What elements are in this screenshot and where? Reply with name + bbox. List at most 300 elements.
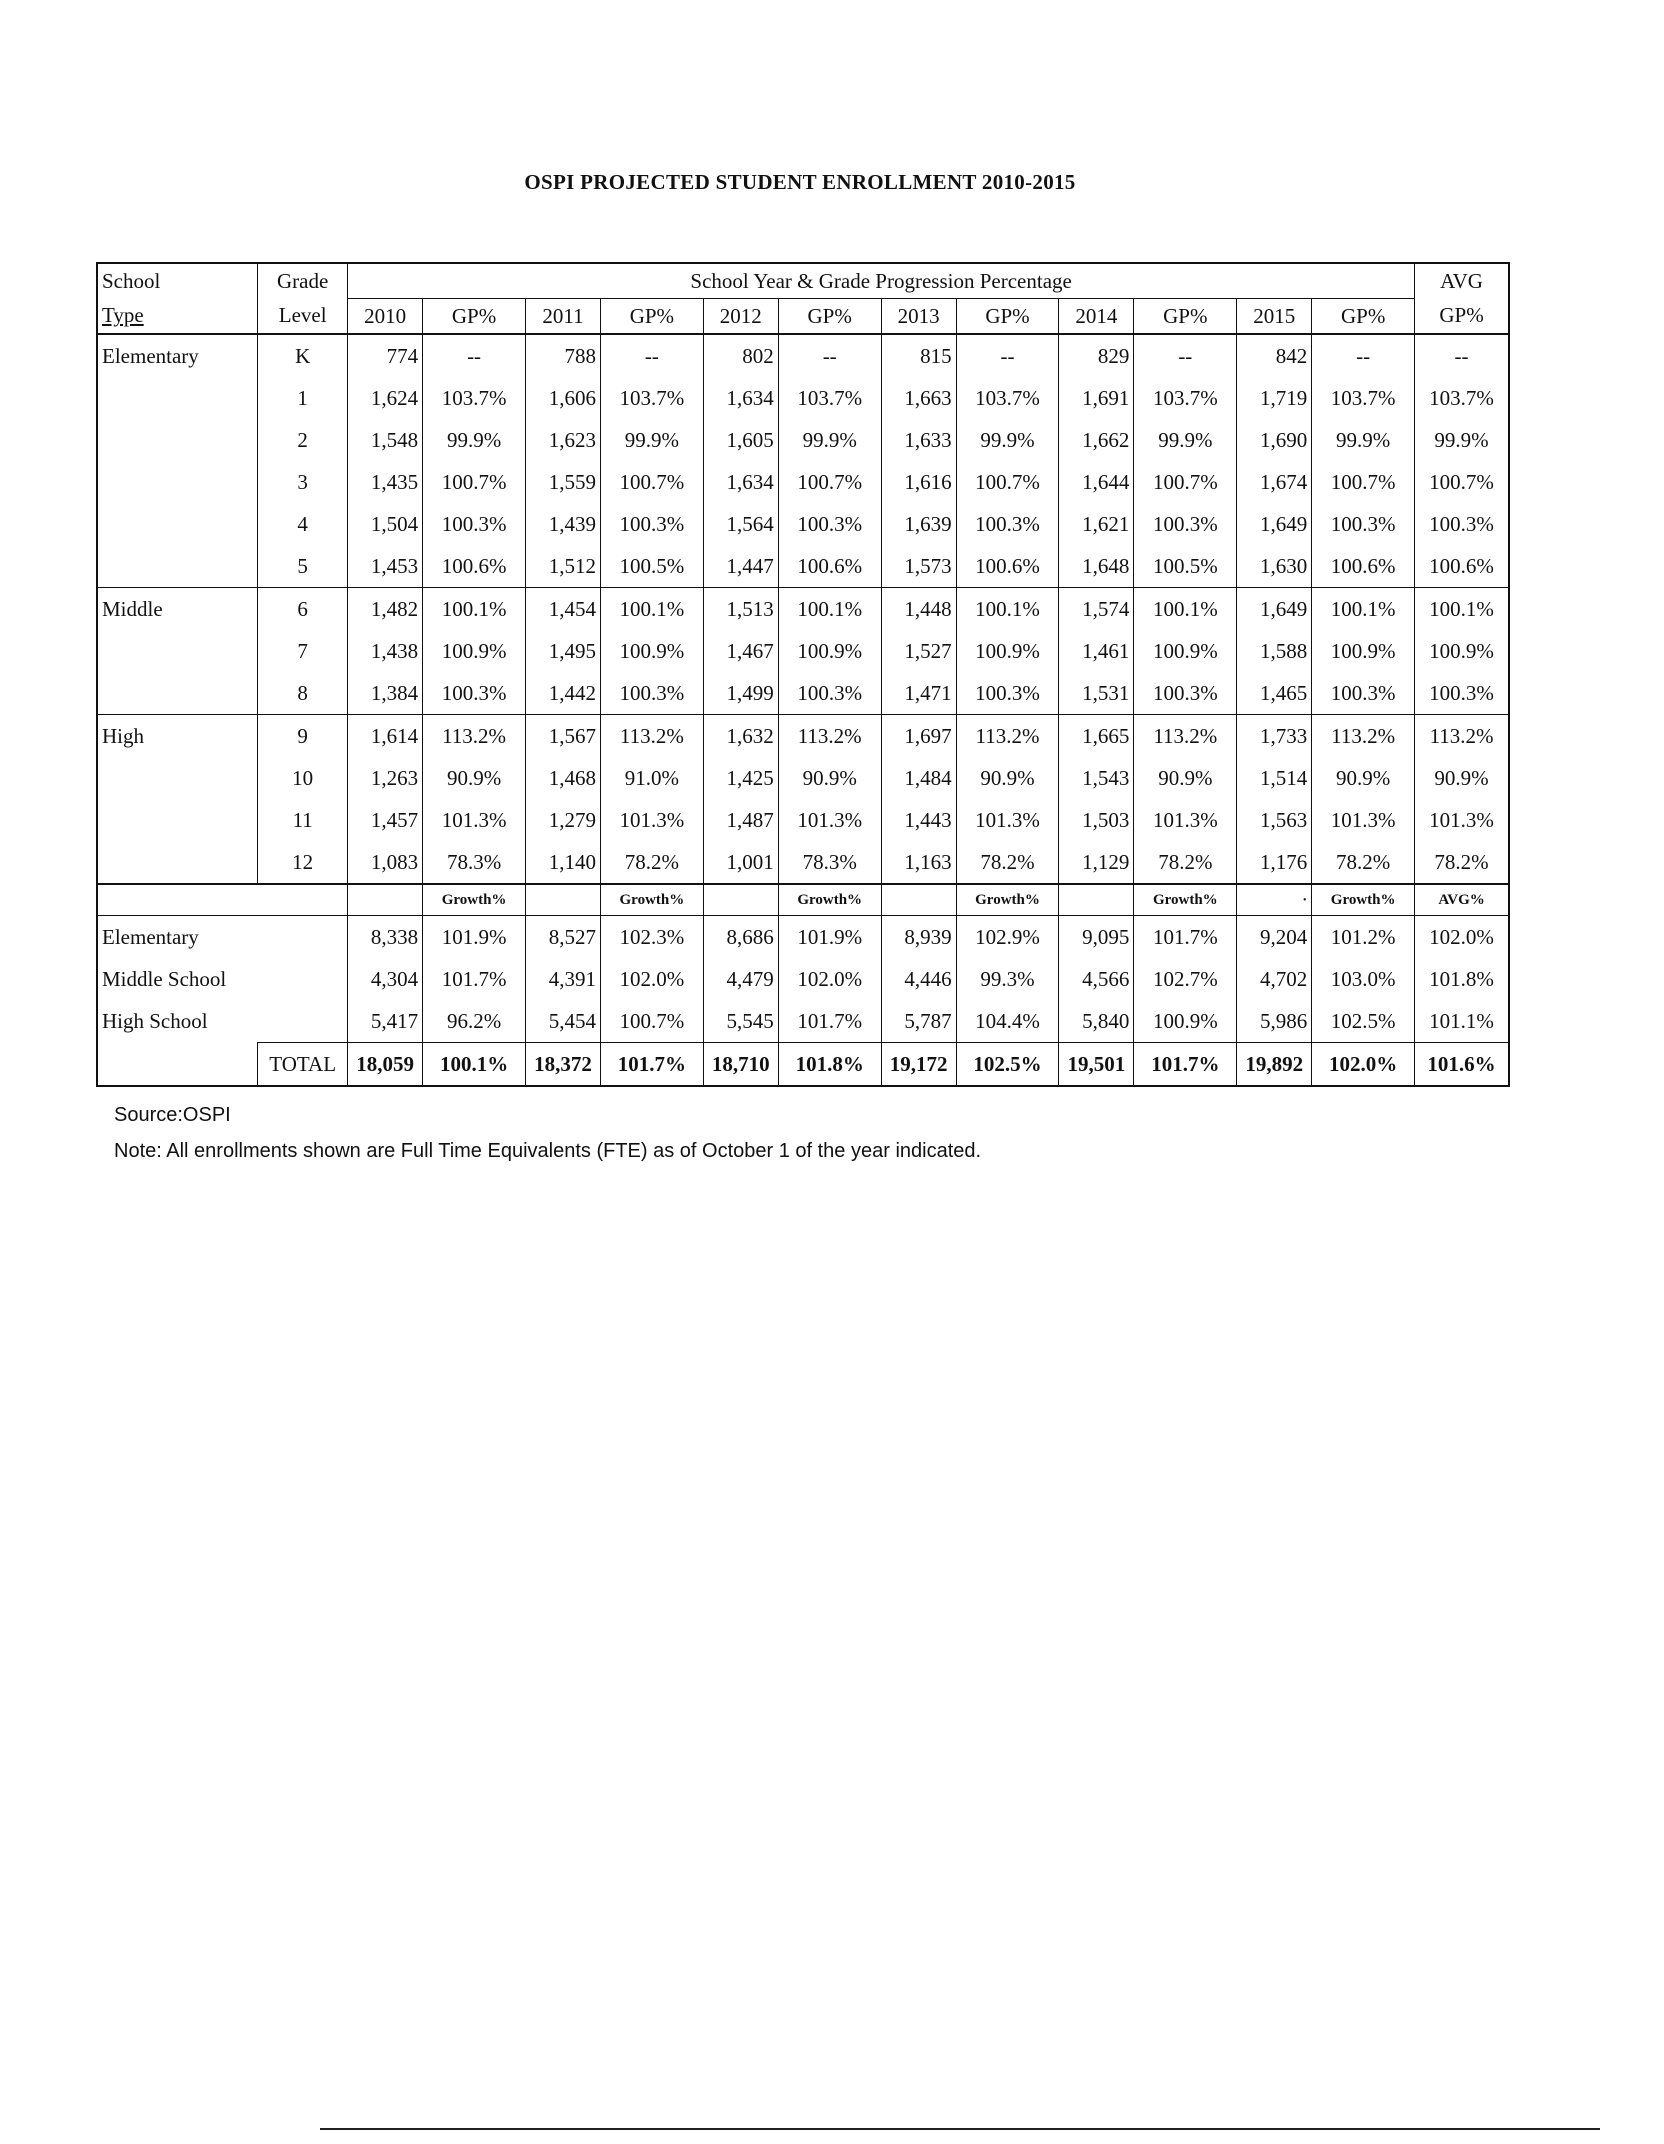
grade-level-header: Grade <box>258 263 348 299</box>
enrollment-cell: 1,632 <box>703 715 778 758</box>
enrollment-cell: 1,559 <box>525 461 600 503</box>
gp-cell: 99.9% <box>956 419 1059 461</box>
school-type-cell <box>97 503 258 545</box>
enrollment-cell: 1,176 <box>1237 841 1312 884</box>
enrollment-cell: 1,279 <box>525 799 600 841</box>
summary-header-blank <box>97 884 258 916</box>
grade-row <box>97 334 1509 377</box>
source-note: Source:OSPI <box>114 1104 231 1126</box>
enrollment-cell: 1,733 <box>1237 715 1312 758</box>
summary-header-blank <box>881 884 956 916</box>
enrollment-cell: 788 <box>525 334 600 377</box>
gp-cell: 91.0% <box>600 757 703 799</box>
school-type-header: School <box>97 263 258 299</box>
gp-cell: 78.2% <box>1312 841 1415 884</box>
gp-header: GP% <box>1312 299 1415 335</box>
total-avg-cell: 101.6% <box>1415 1043 1509 1087</box>
enrollment-cell: 774 <box>348 334 423 377</box>
enrollment-cell: 1,644 <box>1059 461 1134 503</box>
growth-cell: 102.5% <box>1312 1000 1415 1043</box>
grade-row <box>97 799 1509 841</box>
summary-total-cell: 4,446 <box>881 958 956 1000</box>
enrollment-cell: 1,634 <box>703 377 778 419</box>
enrollment-cell: 1,465 <box>1237 672 1312 715</box>
gp-cell: 100.6% <box>1312 545 1415 588</box>
gp-cell: 101.3% <box>600 799 703 841</box>
enrollment-cell: 1,163 <box>881 841 956 884</box>
enrollment-cell: 815 <box>881 334 956 377</box>
gp-cell: 100.3% <box>1312 503 1415 545</box>
grade-cell: 7 <box>258 630 348 672</box>
grade-row <box>97 757 1509 799</box>
grade-row <box>97 461 1509 503</box>
avg-percent-header: AVG% <box>1415 884 1509 916</box>
enrollment-cell: 1,697 <box>881 715 956 758</box>
gp-cell: 100.3% <box>1134 503 1237 545</box>
growth-cell: 102.0% <box>778 958 881 1000</box>
gp-cell: 100.9% <box>1312 630 1415 672</box>
enrollment-cell: 1,633 <box>881 419 956 461</box>
gp-cell: 103.7% <box>1312 377 1415 419</box>
growth-cell: 104.4% <box>956 1000 1059 1043</box>
year-header: 2011 <box>525 299 600 335</box>
enrollment-cell: 1,639 <box>881 503 956 545</box>
enrollment-cell: 1,663 <box>881 377 956 419</box>
gp-cell: 100.7% <box>600 461 703 503</box>
enrollment-cell: 1,467 <box>703 630 778 672</box>
total-row <box>97 1043 1509 1087</box>
school-type-cell <box>97 545 258 588</box>
gp-cell: 100.3% <box>956 503 1059 545</box>
summary-total-cell: 8,939 <box>881 916 956 959</box>
enrollment-cell: 1,482 <box>348 588 423 631</box>
school-type-cell <box>97 377 258 419</box>
gp-cell: 100.1% <box>600 588 703 631</box>
grade-cell: K <box>258 334 348 377</box>
gp-cell: 99.9% <box>423 419 526 461</box>
growth-cell: 102.0% <box>600 958 703 1000</box>
growth-header: Growth% <box>423 884 526 916</box>
gp-cell: 100.1% <box>956 588 1059 631</box>
enrollment-cell: 1,621 <box>1059 503 1134 545</box>
enrollment-cell: 1,448 <box>881 588 956 631</box>
enrollment-table <box>96 262 1510 1087</box>
summary-row <box>97 958 1509 1000</box>
enrollment-cell: 1,527 <box>881 630 956 672</box>
gp-cell: 100.9% <box>600 630 703 672</box>
summary-header-dot: · <box>1237 884 1312 916</box>
enrollment-cell: 1,662 <box>1059 419 1134 461</box>
avg-gp-cell: 78.2% <box>1415 841 1509 884</box>
gp-cell: -- <box>423 334 526 377</box>
fte-note: Note: All enrollments shown are Full Time Equivalents (FTE) as of October 1 of the year indicated. <box>114 1140 982 1162</box>
gp-cell: 100.3% <box>1312 672 1415 715</box>
gp-header: GP% <box>423 299 526 335</box>
total-blank-cell <box>97 1043 258 1087</box>
enrollment-cell: 1,442 <box>525 672 600 715</box>
gp-cell: -- <box>600 334 703 377</box>
growth-cell: 100.7% <box>600 1000 703 1043</box>
summary-type-cell: Elementary <box>97 916 258 959</box>
gp-cell: -- <box>1312 334 1415 377</box>
enrollment-cell: 1,614 <box>348 715 423 758</box>
grade-row <box>97 841 1509 884</box>
school-type-cell <box>97 419 258 461</box>
enrollment-cell: 1,083 <box>348 841 423 884</box>
gp-cell: 101.3% <box>956 799 1059 841</box>
summary-total-cell: 5,417 <box>348 1000 423 1043</box>
grade-row <box>97 503 1509 545</box>
school-type-header-2: Type <box>97 299 258 335</box>
summary-total-cell: 5,545 <box>703 1000 778 1043</box>
growth-header: Growth% <box>1134 884 1237 916</box>
gp-cell: 100.3% <box>423 672 526 715</box>
enrollment-cell: 1,468 <box>525 757 600 799</box>
enrollment-cell: 1,567 <box>525 715 600 758</box>
growth-cell: 99.3% <box>956 958 1059 1000</box>
enrollment-cell: 829 <box>1059 334 1134 377</box>
gp-cell: 103.7% <box>778 377 881 419</box>
enrollment-cell: 1,484 <box>881 757 956 799</box>
gp-cell: 100.1% <box>423 588 526 631</box>
gp-cell: 113.2% <box>956 715 1059 758</box>
gp-cell: 100.3% <box>1134 672 1237 715</box>
year-header: 2014 <box>1059 299 1134 335</box>
gp-cell: 99.9% <box>1312 419 1415 461</box>
enrollment-cell: 842 <box>1237 334 1312 377</box>
gp-cell: -- <box>1134 334 1237 377</box>
enrollment-cell: 1,690 <box>1237 419 1312 461</box>
gp-cell: 78.2% <box>600 841 703 884</box>
enrollment-cell: 1,425 <box>703 757 778 799</box>
gp-cell: 78.3% <box>423 841 526 884</box>
summary-header-blank <box>258 884 348 916</box>
growth-cell: 101.2% <box>1312 916 1415 959</box>
enrollment-cell: 1,606 <box>525 377 600 419</box>
enrollment-cell: 1,263 <box>348 757 423 799</box>
avg-gp-cell: 103.7% <box>1415 377 1509 419</box>
growth-header: Growth% <box>956 884 1059 916</box>
total-growth-cell: 101.7% <box>600 1043 703 1087</box>
enrollment-cell: 1,564 <box>703 503 778 545</box>
grade-rows <box>97 334 1509 884</box>
gp-cell: 100.9% <box>778 630 881 672</box>
gp-cell: 100.1% <box>778 588 881 631</box>
enrollment-cell: 1,588 <box>1237 630 1312 672</box>
summary-rows <box>97 884 1509 1086</box>
total-label: TOTAL <box>258 1043 348 1087</box>
gp-cell: 113.2% <box>1134 715 1237 758</box>
school-type-cell <box>97 841 258 884</box>
enrollment-cell: 1,543 <box>1059 757 1134 799</box>
summary-header-blank <box>348 884 423 916</box>
summary-type-cell: Middle School <box>97 958 258 1000</box>
total-growth-cell: 101.7% <box>1134 1043 1237 1087</box>
avg-gp-cell: 100.7% <box>1415 461 1509 503</box>
avg-gp-cell: 113.2% <box>1415 715 1509 758</box>
avg-gp-cell: -- <box>1415 334 1509 377</box>
enrollment-cell: 1,001 <box>703 841 778 884</box>
grade-cell: 4 <box>258 503 348 545</box>
summary-total-cell: 5,986 <box>1237 1000 1312 1043</box>
enrollment-cell: 1,648 <box>1059 545 1134 588</box>
grade-cell: 6 <box>258 588 348 631</box>
enrollment-cell: 1,616 <box>881 461 956 503</box>
gp-cell: 100.9% <box>423 630 526 672</box>
gp-header: GP% <box>778 299 881 335</box>
gp-cell: 100.6% <box>956 545 1059 588</box>
total-enrollment-cell: 19,501 <box>1059 1043 1134 1087</box>
summary-total-cell: 5,840 <box>1059 1000 1134 1043</box>
group-title: School Year & Grade Progression Percentage <box>348 263 1415 299</box>
total-growth-cell: 102.0% <box>1312 1043 1415 1087</box>
enrollment-cell: 1,454 <box>525 588 600 631</box>
enrollment-cell: 802 <box>703 334 778 377</box>
gp-cell: 100.7% <box>778 461 881 503</box>
gp-cell: 100.6% <box>778 545 881 588</box>
avg-gp-cell: 90.9% <box>1415 757 1509 799</box>
gp-cell: 101.3% <box>423 799 526 841</box>
grade-row <box>97 715 1509 758</box>
growth-cell: 101.7% <box>1134 916 1237 959</box>
enrollment-cell: 1,634 <box>703 461 778 503</box>
avg-header: AVG <box>1415 263 1509 299</box>
gp-header: GP% <box>600 299 703 335</box>
year-header: 2012 <box>703 299 778 335</box>
enrollment-cell: 1,443 <box>881 799 956 841</box>
grade-cell: 5 <box>258 545 348 588</box>
summary-blank-cell <box>258 1000 348 1043</box>
enrollment-cell: 1,504 <box>348 503 423 545</box>
avg-gp-cell: 100.3% <box>1415 503 1509 545</box>
summary-row <box>97 1000 1509 1043</box>
gp-cell: 100.3% <box>423 503 526 545</box>
avg-gp-cell: 100.9% <box>1415 630 1509 672</box>
summary-total-cell: 4,702 <box>1237 958 1312 1000</box>
gp-cell: 90.9% <box>1134 757 1237 799</box>
enrollment-cell: 1,384 <box>348 672 423 715</box>
gp-header: GP% <box>1134 299 1237 335</box>
school-type-cell <box>97 461 258 503</box>
gp-cell: 100.1% <box>1134 588 1237 631</box>
summary-total-cell: 5,787 <box>881 1000 956 1043</box>
summary-header-blank <box>703 884 778 916</box>
gp-cell: 100.5% <box>1134 545 1237 588</box>
growth-cell: 103.0% <box>1312 958 1415 1000</box>
summary-avg-cell: 101.8% <box>1415 958 1509 1000</box>
school-type-cell: Middle <box>97 588 258 631</box>
gp-cell: 100.5% <box>600 545 703 588</box>
enrollment-cell: 1,140 <box>525 841 600 884</box>
school-type-cell <box>97 672 258 715</box>
enrollment-cell: 1,438 <box>348 630 423 672</box>
gp-cell: 100.7% <box>956 461 1059 503</box>
enrollment-cell: 1,573 <box>881 545 956 588</box>
total-growth-cell: 102.5% <box>956 1043 1059 1087</box>
enrollment-cell: 1,487 <box>703 799 778 841</box>
gp-cell: 100.3% <box>600 672 703 715</box>
grade-row <box>97 377 1509 419</box>
total-enrollment-cell: 19,172 <box>881 1043 956 1087</box>
grade-cell: 2 <box>258 419 348 461</box>
growth-cell: 101.9% <box>423 916 526 959</box>
gp-cell: 100.3% <box>778 503 881 545</box>
enrollment-cell: 1,495 <box>525 630 600 672</box>
gp-cell: 99.9% <box>778 419 881 461</box>
grade-cell: 11 <box>258 799 348 841</box>
school-type-cell <box>97 630 258 672</box>
growth-header: Growth% <box>778 884 881 916</box>
avg-gp-cell: 100.3% <box>1415 672 1509 715</box>
enrollment-cell: 1,499 <box>703 672 778 715</box>
school-type-cell: High <box>97 715 258 758</box>
gp-cell: 100.9% <box>956 630 1059 672</box>
gp-cell: 90.9% <box>1312 757 1415 799</box>
footer-rule <box>320 2128 1600 2130</box>
growth-cell: 102.7% <box>1134 958 1237 1000</box>
total-enrollment-cell: 18,710 <box>703 1043 778 1087</box>
summary-blank-cell <box>258 916 348 959</box>
gp-cell: -- <box>778 334 881 377</box>
gp-cell: 78.3% <box>778 841 881 884</box>
gp-cell: 100.6% <box>423 545 526 588</box>
enrollment-cell: 1,503 <box>1059 799 1134 841</box>
summary-avg-cell: 101.1% <box>1415 1000 1509 1043</box>
total-enrollment-cell: 18,372 <box>525 1043 600 1087</box>
enrollment-cell: 1,513 <box>703 588 778 631</box>
gp-cell: 101.3% <box>1312 799 1415 841</box>
enrollment-cell: 1,129 <box>1059 841 1134 884</box>
enrollment-cell: 1,447 <box>703 545 778 588</box>
summary-total-cell: 4,391 <box>525 958 600 1000</box>
enrollment-cell: 1,624 <box>348 377 423 419</box>
school-type-cell <box>97 799 258 841</box>
gp-cell: 99.9% <box>600 419 703 461</box>
grade-cell: 10 <box>258 757 348 799</box>
growth-cell: 101.7% <box>423 958 526 1000</box>
summary-avg-cell: 102.0% <box>1415 916 1509 959</box>
gp-cell: 90.9% <box>778 757 881 799</box>
enrollment-cell: 1,665 <box>1059 715 1134 758</box>
gp-cell: 100.7% <box>423 461 526 503</box>
enrollment-cell: 1,623 <box>525 419 600 461</box>
grade-level-header-2: Level <box>258 299 348 335</box>
avg-gp-cell: 101.3% <box>1415 799 1509 841</box>
grade-cell: 8 <box>258 672 348 715</box>
enrollment-cell: 1,691 <box>1059 377 1134 419</box>
enrollment-cell: 1,649 <box>1237 588 1312 631</box>
gp-cell: 113.2% <box>423 715 526 758</box>
enrollment-cell: 1,563 <box>1237 799 1312 841</box>
enrollment-cell: 1,471 <box>881 672 956 715</box>
gp-cell: 101.3% <box>778 799 881 841</box>
enrollment-cell: 1,630 <box>1237 545 1312 588</box>
growth-cell: 101.9% <box>778 916 881 959</box>
growth-cell: 100.9% <box>1134 1000 1237 1043</box>
year-header: 2015 <box>1237 299 1312 335</box>
gp-cell: 78.2% <box>956 841 1059 884</box>
gp-cell: 113.2% <box>778 715 881 758</box>
gp-header: GP% <box>956 299 1059 335</box>
summary-total-cell: 4,566 <box>1059 958 1134 1000</box>
gp-cell: 100.7% <box>1134 461 1237 503</box>
growth-cell: 96.2% <box>423 1000 526 1043</box>
avg-gp-cell: 100.6% <box>1415 545 1509 588</box>
enrollment-cell: 1,512 <box>525 545 600 588</box>
enrollment-cell: 1,461 <box>1059 630 1134 672</box>
school-type-cell <box>97 757 258 799</box>
summary-total-cell: 9,204 <box>1237 916 1312 959</box>
gp-cell: 90.9% <box>956 757 1059 799</box>
enrollment-cell: 1,439 <box>525 503 600 545</box>
gp-cell: 103.7% <box>600 377 703 419</box>
total-growth-cell: 100.1% <box>423 1043 526 1087</box>
summary-row <box>97 916 1509 959</box>
enrollment-cell: 1,457 <box>348 799 423 841</box>
summary-type-cell: High School <box>97 1000 258 1043</box>
gp-cell: 113.2% <box>1312 715 1415 758</box>
summary-total-cell: 5,454 <box>525 1000 600 1043</box>
growth-header: Growth% <box>600 884 703 916</box>
gp-cell: 103.7% <box>956 377 1059 419</box>
gp-cell: 103.7% <box>423 377 526 419</box>
summary-header-blank <box>1059 884 1134 916</box>
summary-total-cell: 8,527 <box>525 916 600 959</box>
enrollment-cell: 1,649 <box>1237 503 1312 545</box>
enrollment-cell: 1,453 <box>348 545 423 588</box>
avg-header-2: GP% <box>1415 299 1509 335</box>
year-header: 2010 <box>348 299 423 335</box>
school-type-cell: Elementary <box>97 334 258 377</box>
gp-cell: 101.3% <box>1134 799 1237 841</box>
grade-row <box>97 545 1509 588</box>
total-enrollment-cell: 19,892 <box>1237 1043 1312 1087</box>
enrollment-cell: 1,531 <box>1059 672 1134 715</box>
enrollment-cell: 1,719 <box>1237 377 1312 419</box>
enrollment-cell: 1,605 <box>703 419 778 461</box>
avg-gp-cell: 100.1% <box>1415 588 1509 631</box>
gp-cell: 100.7% <box>1312 461 1415 503</box>
gp-cell: 100.3% <box>600 503 703 545</box>
total-enrollment-cell: 18,059 <box>348 1043 423 1087</box>
grade-row <box>97 588 1509 631</box>
grade-row <box>97 419 1509 461</box>
enrollment-cell: 1,514 <box>1237 757 1312 799</box>
grade-row <box>97 672 1509 715</box>
summary-header-blank <box>525 884 600 916</box>
gp-cell: 113.2% <box>600 715 703 758</box>
gp-cell: 100.3% <box>956 672 1059 715</box>
total-growth-cell: 101.8% <box>778 1043 881 1087</box>
summary-total-cell: 9,095 <box>1059 916 1134 959</box>
growth-cell: 101.7% <box>778 1000 881 1043</box>
summary-total-cell: 4,304 <box>348 958 423 1000</box>
gp-cell: 103.7% <box>1134 377 1237 419</box>
gp-cell: 78.2% <box>1134 841 1237 884</box>
grade-cell: 9 <box>258 715 348 758</box>
enrollment-cell: 1,674 <box>1237 461 1312 503</box>
gp-cell: 99.9% <box>1134 419 1237 461</box>
growth-cell: 102.3% <box>600 916 703 959</box>
year-header: 2013 <box>881 299 956 335</box>
enrollment-cell: 1,548 <box>348 419 423 461</box>
summary-total-cell: 4,479 <box>703 958 778 1000</box>
enrollment-cell: 1,435 <box>348 461 423 503</box>
grade-cell: 3 <box>258 461 348 503</box>
growth-header: Growth% <box>1312 884 1415 916</box>
summary-total-cell: 8,686 <box>703 916 778 959</box>
grade-cell: 12 <box>258 841 348 884</box>
